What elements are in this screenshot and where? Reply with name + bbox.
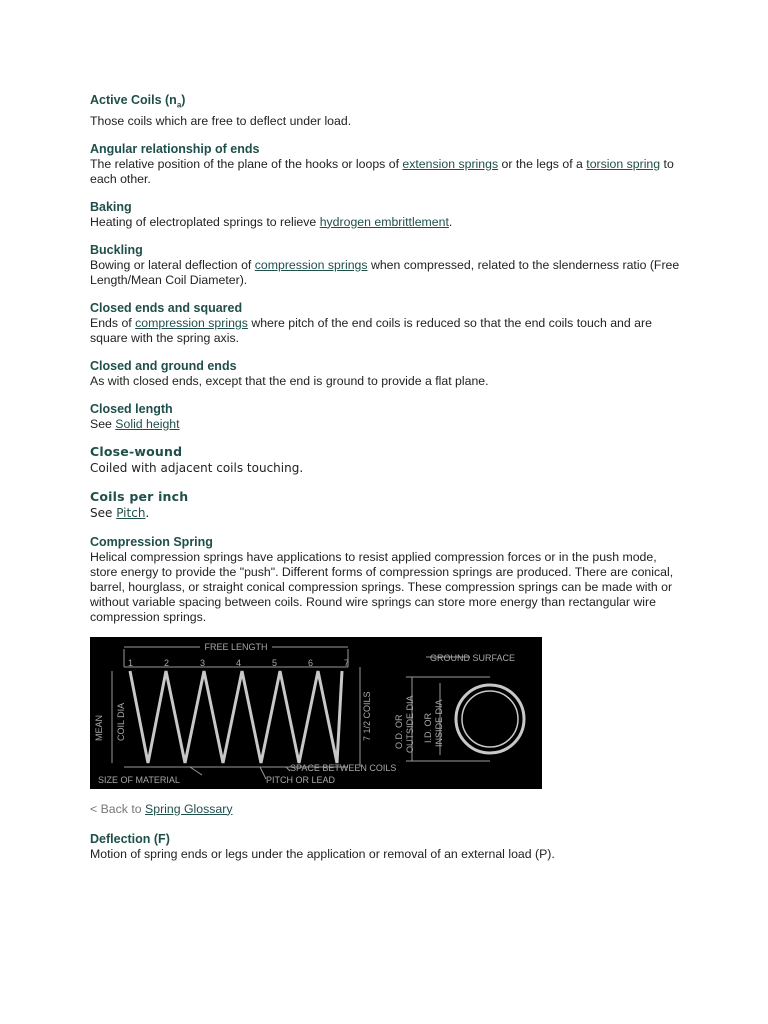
definition-text: when compressed, related to the slenderness ratio (Free Length/Mean Coil Diameter). [90,257,680,287]
glossary-term [90,242,680,258]
definition-text: . [448,214,453,229]
glossary-definition [90,460,680,477]
definition-text: Motion of spring ends or legs under the application or removal of an external load (P). [90,846,555,861]
glossary-entry [90,489,680,522]
glossary-definition [90,505,680,522]
definition-text: The relative position of the plane of the hooks or loops of [90,156,403,171]
compression-springs-link[interactable]: compression springs [254,257,368,272]
term-text: Baking [90,199,132,214]
pitch-link[interactable]: Pitch [116,505,146,520]
ground-surface-label: GROUND SURFACE [430,652,516,663]
glossary-definition [90,157,680,187]
definition-text: Helical compression springs have applications to resist applied compression forces or in the push mode, store energy to provide the "push". Different forms of compression springs are produced. There are conical, barrel, hourglass, or straight conical compression springs. These compression springs can be made with or without variable spacing between coils. Round wire springs can store more energy than rectangular wire compression springs. [90,549,674,624]
id-label: I.D. OR [423,712,433,743]
glossary-definition [90,258,680,288]
term-close: ) [181,93,186,107]
definition-text: As with closed ends, except that the end is ground to provide a flat plane. [90,373,489,388]
compression-springs-link[interactable]: compression springs [135,315,248,330]
coil-number: 4 [236,657,242,668]
glossary-entry [90,199,680,230]
coil-number: 5 [272,657,278,668]
definition-text: where pitch of the end coils is reduced so that the end coils touch and are square with the spring axis. [90,315,652,345]
spring-glossary-link[interactable]: Spring Glossary [145,801,233,816]
glossary-entry [90,444,680,477]
coils-count-label: 7 1/2 COILS [362,690,372,741]
glossary-definition [90,316,680,346]
space-between-coils-label: SPACE BETWEEN COILS [290,762,397,773]
glossary-term [90,831,680,847]
definition-text: Coiled with adjacent coils touching. [90,460,304,475]
glossary-entry [90,534,680,625]
inside-dia-label: INSIDE DIA [434,698,444,747]
glossary-entry [90,401,680,432]
glossary-term [90,199,680,215]
term-text: Angular relationship of ends [90,141,260,156]
glossary-entry [90,242,680,288]
glossary-term [90,300,680,316]
torsion-spring-link[interactable]: torsion spring [586,156,661,171]
coil-number: 7 [344,657,350,668]
term-text: Closed and ground ends [90,358,237,373]
hydrogen-embrittlement-link[interactable]: hydrogen embrittlement [319,214,449,229]
outside-dia-label: OUTSIDE DIA [405,694,415,753]
compression-spring-diagram [90,637,542,789]
back-prefix: < Back to [90,801,146,816]
extension-springs-link[interactable]: extension springs [402,156,499,171]
term-text: Coils per inch [90,488,189,504]
term-text: Closed ends and squared [90,300,243,315]
definition-text: . [145,505,150,520]
definition-text: Ends of [90,315,136,330]
glossary-term [90,534,680,550]
term-text: Buckling [90,242,143,257]
solid-height-link[interactable]: Solid height [115,416,180,431]
glossary-entry [90,358,680,389]
term-text: Compression Spring [90,534,213,549]
glossary-entries-after [90,831,680,862]
glossary-term [90,489,680,505]
term-text: Closed length [90,401,173,416]
glossary-definition [90,550,680,625]
glossary-term [90,401,680,417]
glossary-definition [90,114,680,129]
term-text: Active Coils (n [90,93,177,107]
glossary-entry [90,141,680,187]
free-length-label: FREE LENGTH [204,641,268,652]
glossary-definition [90,215,680,230]
glossary-definition [90,417,680,432]
glossary-entry [90,92,680,129]
term-text: Close-wound [90,443,183,459]
back-nav [90,801,680,817]
glossary-term [90,92,680,114]
coil-number: 6 [308,657,314,668]
glossary-term [90,141,680,157]
glossary-term [90,444,680,460]
glossary-definition [90,374,680,389]
coil-number: 1 [128,657,134,668]
od-label: O.D. OR [394,713,404,749]
pitch-label: PITCH OR LEAD [266,774,336,785]
term-subscript: a [176,100,182,110]
definition-text: Bowing or lateral deflection of [90,257,255,272]
coil-dia-label: COIL DIA [116,702,126,741]
glossary-entries [90,92,680,625]
size-of-material-label: SIZE OF MATERIAL [98,774,180,785]
glossary-entry [90,300,680,346]
glossary-content [90,92,680,874]
coil-number: 3 [200,657,206,668]
term-text: Deflection (F) [90,831,170,846]
definition-text: Those coils which are free to deflect under load. [90,113,352,128]
definition-text: to each other. [90,156,674,186]
definition-text: See [90,416,116,431]
mean-label: MEAN [94,714,104,741]
coil-number: 2 [164,657,170,668]
definition-text: See [90,505,117,520]
glossary-entry [90,831,680,862]
definition-text: Heating of electroplated springs to relieve [90,214,320,229]
glossary-term [90,358,680,374]
definition-text: or the legs of a [498,156,587,171]
glossary-definition [90,847,680,862]
